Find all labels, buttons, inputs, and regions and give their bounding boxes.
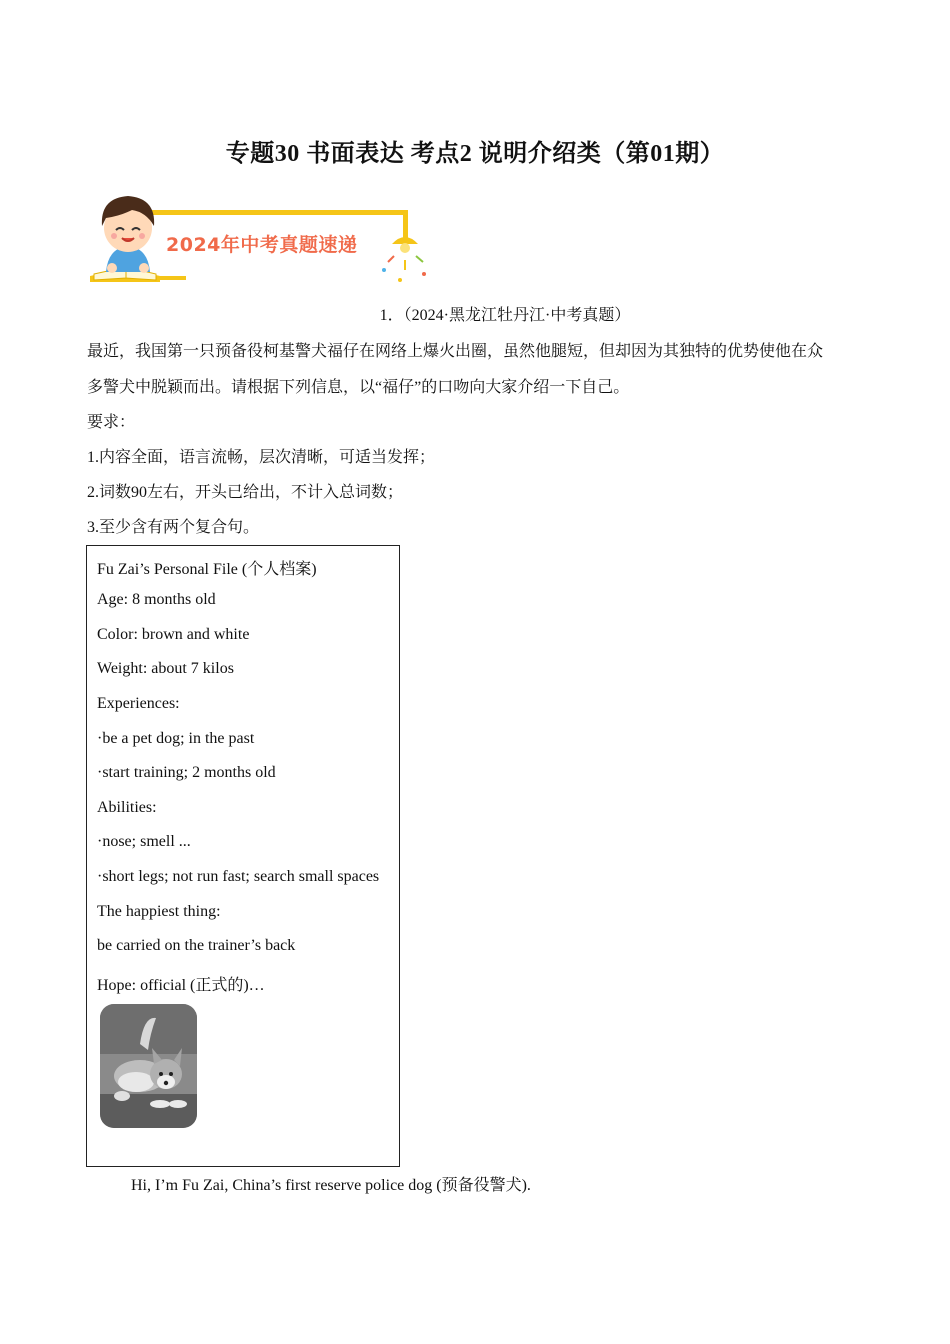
- file-row: Experiences:: [97, 695, 180, 712]
- section-banner: [86, 190, 431, 290]
- corgi-photo: [100, 1004, 197, 1128]
- file-row: ·nose; smell ...: [97, 833, 191, 850]
- file-row: The happiest thing:: [97, 903, 221, 920]
- file-row: Fu Zai’s Personal File (个人档案): [97, 561, 317, 578]
- requirement-item: 2.词数90左右，开头已给出，不计入总词数；: [87, 484, 404, 501]
- file-row: Abilities:: [97, 799, 157, 816]
- page-title: 专题30 书面表达 考点2 说明介绍类（第01期）: [225, 141, 725, 167]
- file-row: Hope: official (正式的)…: [97, 977, 265, 994]
- prompt-line-1: 最近，我国第一只预备役柯基警犬福仔在网络上爆火出圈，虽然他腿短，但却因为其独特的优势使他在众: [87, 343, 824, 360]
- essay-opening: Hi, I’m Fu Zai, China’s first reserve police dog (预备役警犬).: [131, 1177, 531, 1194]
- file-row: Age: 8 months old: [97, 591, 216, 608]
- file-row: be carried on the trainer’s back: [97, 937, 296, 954]
- requirement-item: 1.内容全面，语言流畅，层次清晰，可适当发挥；: [87, 449, 436, 466]
- file-row: ·short legs; not run fast; search small spaces: [97, 868, 380, 885]
- requirement-item: 3.至少含有两个复合句。: [87, 519, 260, 536]
- prompt-line-2: 多警犬中脱颖而出。请根据下列信息，以“福仔”的口吻向大家介绍一下自己。: [87, 379, 630, 396]
- file-row: Weight: about 7 kilos: [97, 660, 234, 677]
- question-number: 1．（2024·黑龙江牡丹江·中考真题）: [379, 307, 631, 324]
- file-row: ·start training; 2 months old: [97, 764, 276, 781]
- file-row: Color: brown and white: [97, 626, 250, 643]
- file-row: ·be a pet dog; in the past: [97, 730, 255, 747]
- requirements-label: 要求：: [87, 414, 136, 431]
- banner-text: 2024年中考真题速递: [166, 234, 358, 256]
